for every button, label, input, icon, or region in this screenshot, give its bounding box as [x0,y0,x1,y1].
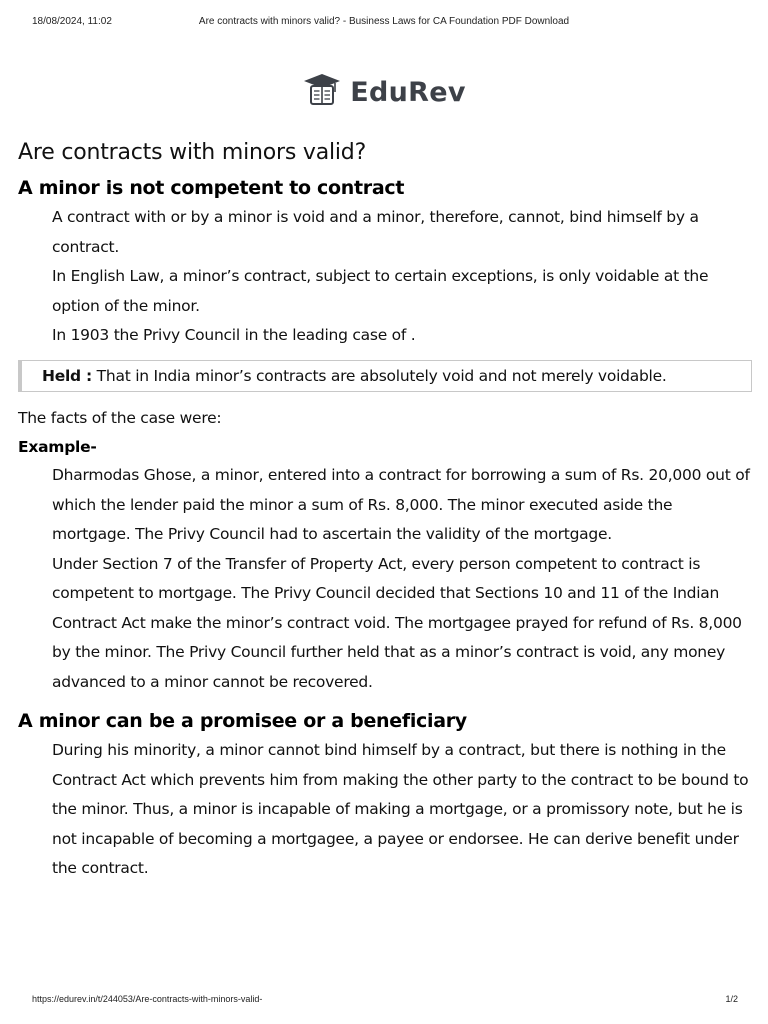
page-url[interactable]: https://edurev.in/t/244053/Are-contracts-with-minors-valid- [32,994,263,1004]
paragraph: In English Law, a minor’s contract, subject to certain exceptions, is only voidable at the option of the minor. [52,267,709,315]
section1-body [18,203,752,351]
page-title: Are contracts with minors valid? [18,140,367,165]
paragraph: Under Section 7 of the Transfer of Property Act, every person competent to contract is competent to mortgage. The Privy Council decided that Sections 10 and 11 of the Indian Contract Act make the minor’s contract void. The mortgagee prayed for refund of Rs. 8,000 by the minor. The Privy Council further held that as a minor’s contract is void, any money advanced to a minor cannot be recovered. [52,554,742,691]
section-heading-promisee: A minor can be a promisee or a beneficiary [18,710,467,732]
paragraph: Dharmodas Ghose, a minor, entered into a contract for borrowing a sum of Rs. 20,000 out of which the lender paid the minor a sum of Rs. 8,000. The minor executed aside the mortgage. The Privy Council had to ascertain the validity of the mortgage. [52,466,750,543]
edurev-brand-name: EduRev [350,77,466,108]
section-heading-not-competent: A minor is not competent to contract [18,177,405,199]
page-number: 1/2 [725,994,738,1004]
paragraph: A contract with or by a minor is void and a minor, therefore, cannot, bind himself by a contract. [52,208,699,256]
paragraph: During his minority, a minor cannot bind himself by a contract, but there is nothing in the Contract Act which prevents him from making the other party to the contract to be bound to the minor. Thus, a minor is incapable of making a mortgage, or a promissory note, but he is not incapable of becoming a mortgagee, a payee or endorsee. He can derive benefit under the contract. [52,741,749,877]
held-callout [18,360,752,392]
held-label: Held : [42,366,92,385]
print-document-title: Are contracts with minors valid? - Business Laws for CA Foundation PDF Download [198,16,570,27]
print-footer [32,994,738,1008]
section2-body [18,736,752,884]
facts-intro: The facts of the case were: [18,408,222,427]
graduation-cap-book-icon [302,72,342,113]
article-content [18,140,752,884]
print-date: 18/08/2024, 11:02 [32,16,112,27]
spacer [18,697,752,710]
example-body [18,461,752,697]
example-label: Example- [18,438,97,456]
paragraph: In 1903 the Privy Council in the leading case of . [52,326,416,344]
edurev-logo[interactable] [0,72,768,113]
print-header [32,16,736,30]
held-text: That in India minor’s contracts are absolutely void and not merely voidable. [92,366,667,385]
